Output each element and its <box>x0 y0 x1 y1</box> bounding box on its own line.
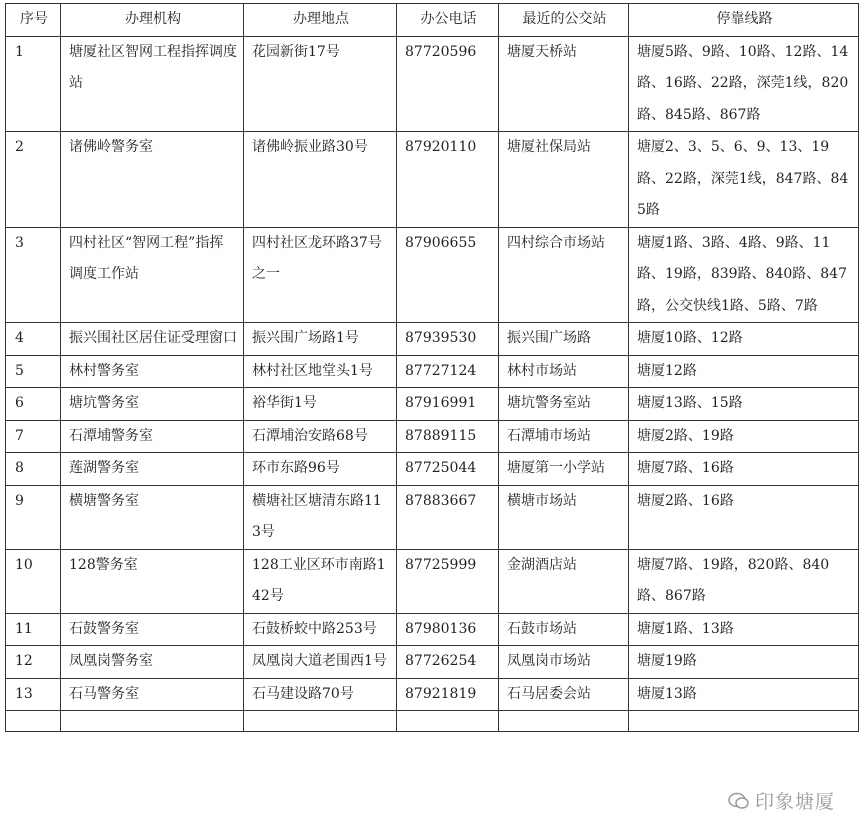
phone-cell: 87727124 <box>397 355 499 388</box>
empty-cell <box>629 711 859 732</box>
bus-lines-cell: 塘厦5路、9路、10路、12路、14路、16路、22路，深莞1线，820路、845路、867路 <box>629 36 859 132</box>
bus-stop-cell: 石鼓市场站 <box>499 613 629 646</box>
org-cell: 石马警务室 <box>61 678 244 711</box>
header-phone: 办公电话 <box>397 4 499 37</box>
wechat-icon <box>727 791 751 811</box>
row-number: 3 <box>6 227 61 323</box>
bus-lines-cell: 塘厦2、3、5、6、9、13、19路、22路，深莞1线，847路、845路 <box>629 132 859 228</box>
bus-stop-cell: 塘坑警务室站 <box>499 388 629 421</box>
phone-cell: 87720596 <box>397 36 499 132</box>
org-cell: 石潭埔警务室 <box>61 420 244 453</box>
table-row-partial <box>6 711 859 732</box>
empty-cell <box>397 711 499 732</box>
bus-stop-cell: 四村综合市场站 <box>499 227 629 323</box>
table-row <box>6 36 859 132</box>
row-number: 5 <box>6 355 61 388</box>
address-cell: 环市东路96号 <box>244 453 397 486</box>
address-cell: 林村社区地堂头1号 <box>244 355 397 388</box>
address-cell: 花园新街17号 <box>244 36 397 132</box>
phone-cell: 87883667 <box>397 485 499 549</box>
row-number: 8 <box>6 453 61 486</box>
row-number: 7 <box>6 420 61 453</box>
table-row <box>6 420 859 453</box>
table-row <box>6 549 859 613</box>
table-header-row <box>6 4 859 37</box>
phone-cell: 87726254 <box>397 646 499 679</box>
bus-stop-cell: 振兴围广场路 <box>499 323 629 356</box>
bus-stop-cell: 石马居委会站 <box>499 678 629 711</box>
address-cell: 裕华街1号 <box>244 388 397 421</box>
address-cell: 128工业区环市南路142号 <box>244 549 397 613</box>
bus-stop-cell: 塘厦第一小学站 <box>499 453 629 486</box>
org-cell: 凤凰岗警务室 <box>61 646 244 679</box>
bus-lines-cell: 塘厦2路、19路 <box>629 420 859 453</box>
bus-lines-cell: 塘厦2路、16路 <box>629 485 859 549</box>
bus-lines-cell: 塘厦7路、16路 <box>629 453 859 486</box>
row-number: 11 <box>6 613 61 646</box>
table-row <box>6 227 859 323</box>
row-number: 2 <box>6 132 61 228</box>
bus-stop-cell: 塘厦天桥站 <box>499 36 629 132</box>
org-cell: 林村警务室 <box>61 355 244 388</box>
bus-lines-cell: 塘厦7路、19路，820路、840路、867路 <box>629 549 859 613</box>
row-number: 1 <box>6 36 61 132</box>
bus-lines-cell: 塘厦13路、15路 <box>629 388 859 421</box>
row-number: 12 <box>6 646 61 679</box>
bus-stop-cell: 石潭埔市场站 <box>499 420 629 453</box>
bus-lines-cell: 塘厦1路、13路 <box>629 613 859 646</box>
watermark <box>727 787 835 814</box>
address-cell: 四村社区龙环路37号之一 <box>244 227 397 323</box>
address-cell: 振兴围广场路1号 <box>244 323 397 356</box>
header-no: 序号 <box>6 4 61 37</box>
phone-cell: 87916991 <box>397 388 499 421</box>
watermark-text: 印象塘厦 <box>755 791 836 813</box>
org-cell: 塘坑警务室 <box>61 388 244 421</box>
row-number: 6 <box>6 388 61 421</box>
address-cell: 诸佛岭振业路30号 <box>244 132 397 228</box>
address-cell: 石马建设路70号 <box>244 678 397 711</box>
header-org: 办理机构 <box>61 4 244 37</box>
row-number: 10 <box>6 549 61 613</box>
org-cell: 振兴围社区居住证受理窗口 <box>61 323 244 356</box>
phone-cell: 87725999 <box>397 549 499 613</box>
org-cell: 莲湖警务室 <box>61 453 244 486</box>
table-row <box>6 132 859 228</box>
empty-cell <box>244 711 397 732</box>
phone-cell: 87906655 <box>397 227 499 323</box>
bus-stop-cell: 凤凰岗市场站 <box>499 646 629 679</box>
table-row <box>6 355 859 388</box>
table-row <box>6 678 859 711</box>
address-cell: 石潭埔治安路68号 <box>244 420 397 453</box>
org-cell: 128警务室 <box>61 549 244 613</box>
table-row <box>6 323 859 356</box>
address-cell: 凤凰岗大道老围西1号 <box>244 646 397 679</box>
table-row <box>6 453 859 486</box>
bus-lines-cell: 塘厦12路 <box>629 355 859 388</box>
address-cell: 横塘社区塘清东路113号 <box>244 485 397 549</box>
phone-cell: 87920110 <box>397 132 499 228</box>
phone-cell: 87921819 <box>397 678 499 711</box>
bus-stop-cell: 林村市场站 <box>499 355 629 388</box>
bus-lines-cell: 塘厦1路、3路、4路、9路、11路、19路，839路、840路、847路，公交快线1路、5路、7路 <box>629 227 859 323</box>
phone-cell: 87939530 <box>397 323 499 356</box>
org-cell: 塘厦社区智网工程指挥调度站 <box>61 36 244 132</box>
table-row <box>6 388 859 421</box>
header-bus-stop: 最近的公交站 <box>499 4 629 37</box>
bus-lines-cell: 塘厦13路 <box>629 678 859 711</box>
row-number: 4 <box>6 323 61 356</box>
phone-cell: 87980136 <box>397 613 499 646</box>
bus-stop-cell: 塘厦社保局站 <box>499 132 629 228</box>
org-cell: 横塘警务室 <box>61 485 244 549</box>
bus-lines-cell: 塘厦10路、12路 <box>629 323 859 356</box>
header-address: 办理地点 <box>244 4 397 37</box>
table-row <box>6 485 859 549</box>
org-cell: 四村社区“智网工程”指挥调度工作站 <box>61 227 244 323</box>
empty-cell <box>499 711 629 732</box>
table-row <box>6 613 859 646</box>
org-cell: 诸佛岭警务室 <box>61 132 244 228</box>
row-number: 9 <box>6 485 61 549</box>
empty-cell <box>61 711 244 732</box>
phone-cell: 87889115 <box>397 420 499 453</box>
bus-stop-cell: 横塘市场站 <box>499 485 629 549</box>
org-cell: 石鼓警务室 <box>61 613 244 646</box>
row-number: 13 <box>6 678 61 711</box>
service-locations-table <box>5 3 859 732</box>
phone-cell: 87725044 <box>397 453 499 486</box>
empty-cell <box>6 711 61 732</box>
bus-stop-cell: 金湖酒店站 <box>499 549 629 613</box>
address-cell: 石鼓桥蛟中路253号 <box>244 613 397 646</box>
header-bus-lines: 停靠线路 <box>629 4 859 37</box>
bus-lines-cell: 塘厦19路 <box>629 646 859 679</box>
table-row <box>6 646 859 679</box>
